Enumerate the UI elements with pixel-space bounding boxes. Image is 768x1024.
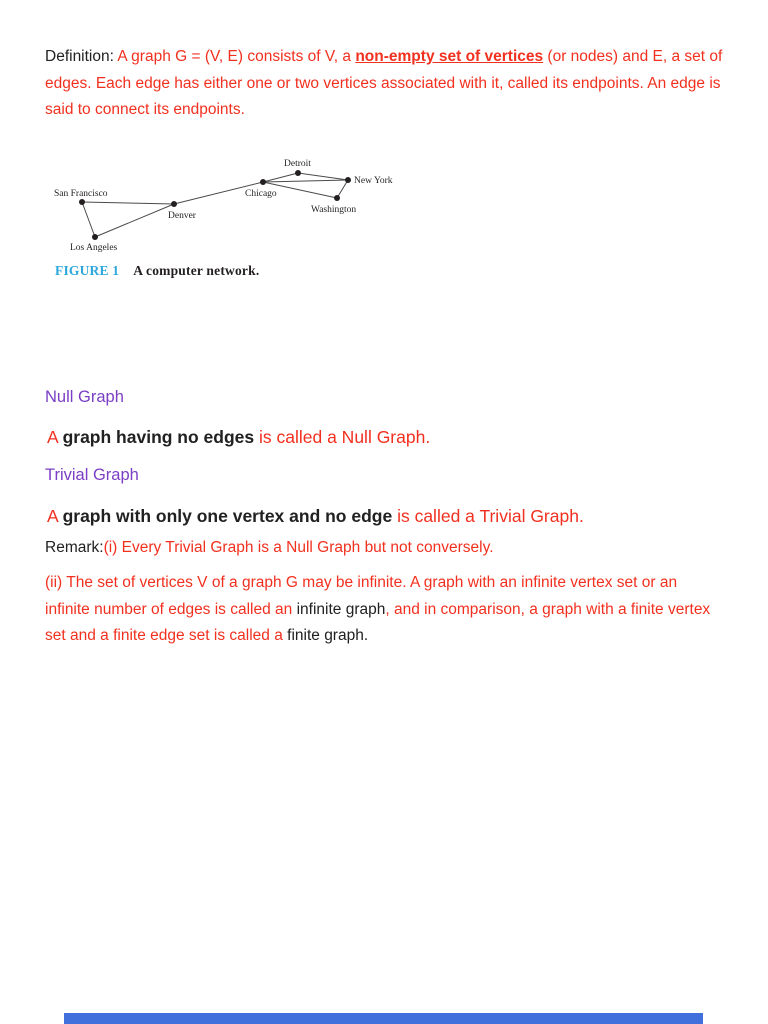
node-chicago [260,179,266,185]
figure-caption-title: A computer network. [133,263,260,278]
figure-caption-label: FIGURE 1 [55,263,120,278]
edge-detroit-newyork [298,173,348,180]
node-label-detroit: Detroit [284,159,311,169]
node-label-washington: Washington [311,205,357,215]
edge-chicago-detroit [263,173,298,182]
node-label-denver: Denver [168,211,196,221]
edge-sanfrancisco-losangeles [82,202,95,237]
null-graph-statement: A graph having no edges is called a Null Graph. [47,427,431,447]
edge-sanfrancisco-denver [82,202,174,204]
edge-losangeles-denver [95,204,174,237]
node-san-francisco [79,199,85,205]
remark-line-2: (ii) The set of vertices V of a graph G may be infinite. A graph with an infinite vertex set or an infinite number of edges is called an infinite graph, and in comparison, a graph with a finite vertex set and a finite edge set is called a finite graph. [45,574,711,644]
node-label-chicago: Chicago [245,189,277,199]
page-bottom-blue-bar [64,1013,703,1024]
trivial-graph-statement: A graph with only one vertex and no edge is called a Trivial Graph. [47,506,584,526]
remark-line-1: Remark:(i) Every Trivial Graph is a Null Graph but not conversely. [45,539,494,556]
figure-caption [55,263,259,279]
edge-chicago-newyork [263,180,348,182]
definition-paragraph: Definition: A graph G = (V, E) consists of V, a non-empty set of vertices (or nodes) and E, a set of edges. Each edge has either one or two vertices associated with it, called its endpoints. An edge is said to connect its endpoints. [45,48,723,118]
node-new-york [345,177,351,183]
heading-null-graph: Null Graph [45,388,124,406]
edge-washington-newyork [337,180,348,198]
node-label-san-francisco: San Francisco [54,189,108,199]
node-detroit [295,170,301,176]
node-denver [171,201,177,207]
node-washington [334,195,340,201]
node-label-new-york: New York [354,176,393,186]
node-label-los-angeles: Los Angeles [70,243,118,253]
node-los-angeles [92,234,98,240]
heading-trivial-graph: Trivial Graph [45,466,139,484]
